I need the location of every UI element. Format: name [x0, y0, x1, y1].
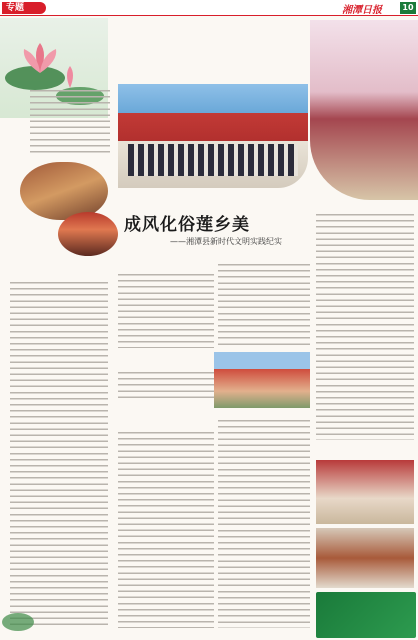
photo-gathering: [316, 528, 414, 588]
page-number: 10: [400, 2, 416, 14]
intro-text: [30, 90, 110, 156]
photo-exhibition: [316, 460, 414, 524]
headline-title: 成风化俗莲乡美: [124, 215, 250, 235]
section-4-tag: [118, 420, 130, 429]
section-3-body: [118, 372, 214, 402]
section-5-body-b: [218, 264, 310, 348]
section-5-body: [316, 214, 414, 440]
section-3-tag: [118, 358, 130, 367]
lotus-leaf-icon: [0, 600, 40, 640]
crowd-row: [128, 144, 298, 176]
section-label: 专题: [6, 3, 25, 13]
photo-performance: [214, 352, 310, 408]
section-2-body: [118, 274, 214, 348]
headline-subtitle: ——湘潭县新时代文明实践纪实: [170, 237, 282, 246]
section-1-tag: [16, 268, 28, 277]
section-4-body-cont: [218, 420, 310, 628]
newspaper-logo: 湘潭日报: [342, 5, 382, 16]
main-event-photo: [118, 84, 308, 188]
section-1-body: [10, 282, 108, 626]
volunteer-photo: [310, 20, 418, 200]
section-6-tag: [316, 446, 328, 455]
section-4-body: [118, 432, 214, 628]
photo-children-activity: [20, 162, 108, 220]
photo-auditorium: [58, 212, 118, 256]
masthead: [0, 0, 418, 16]
anniversary-ad: [316, 592, 416, 638]
section-2-tag: [124, 262, 136, 271]
section-5-tag: [322, 200, 334, 209]
